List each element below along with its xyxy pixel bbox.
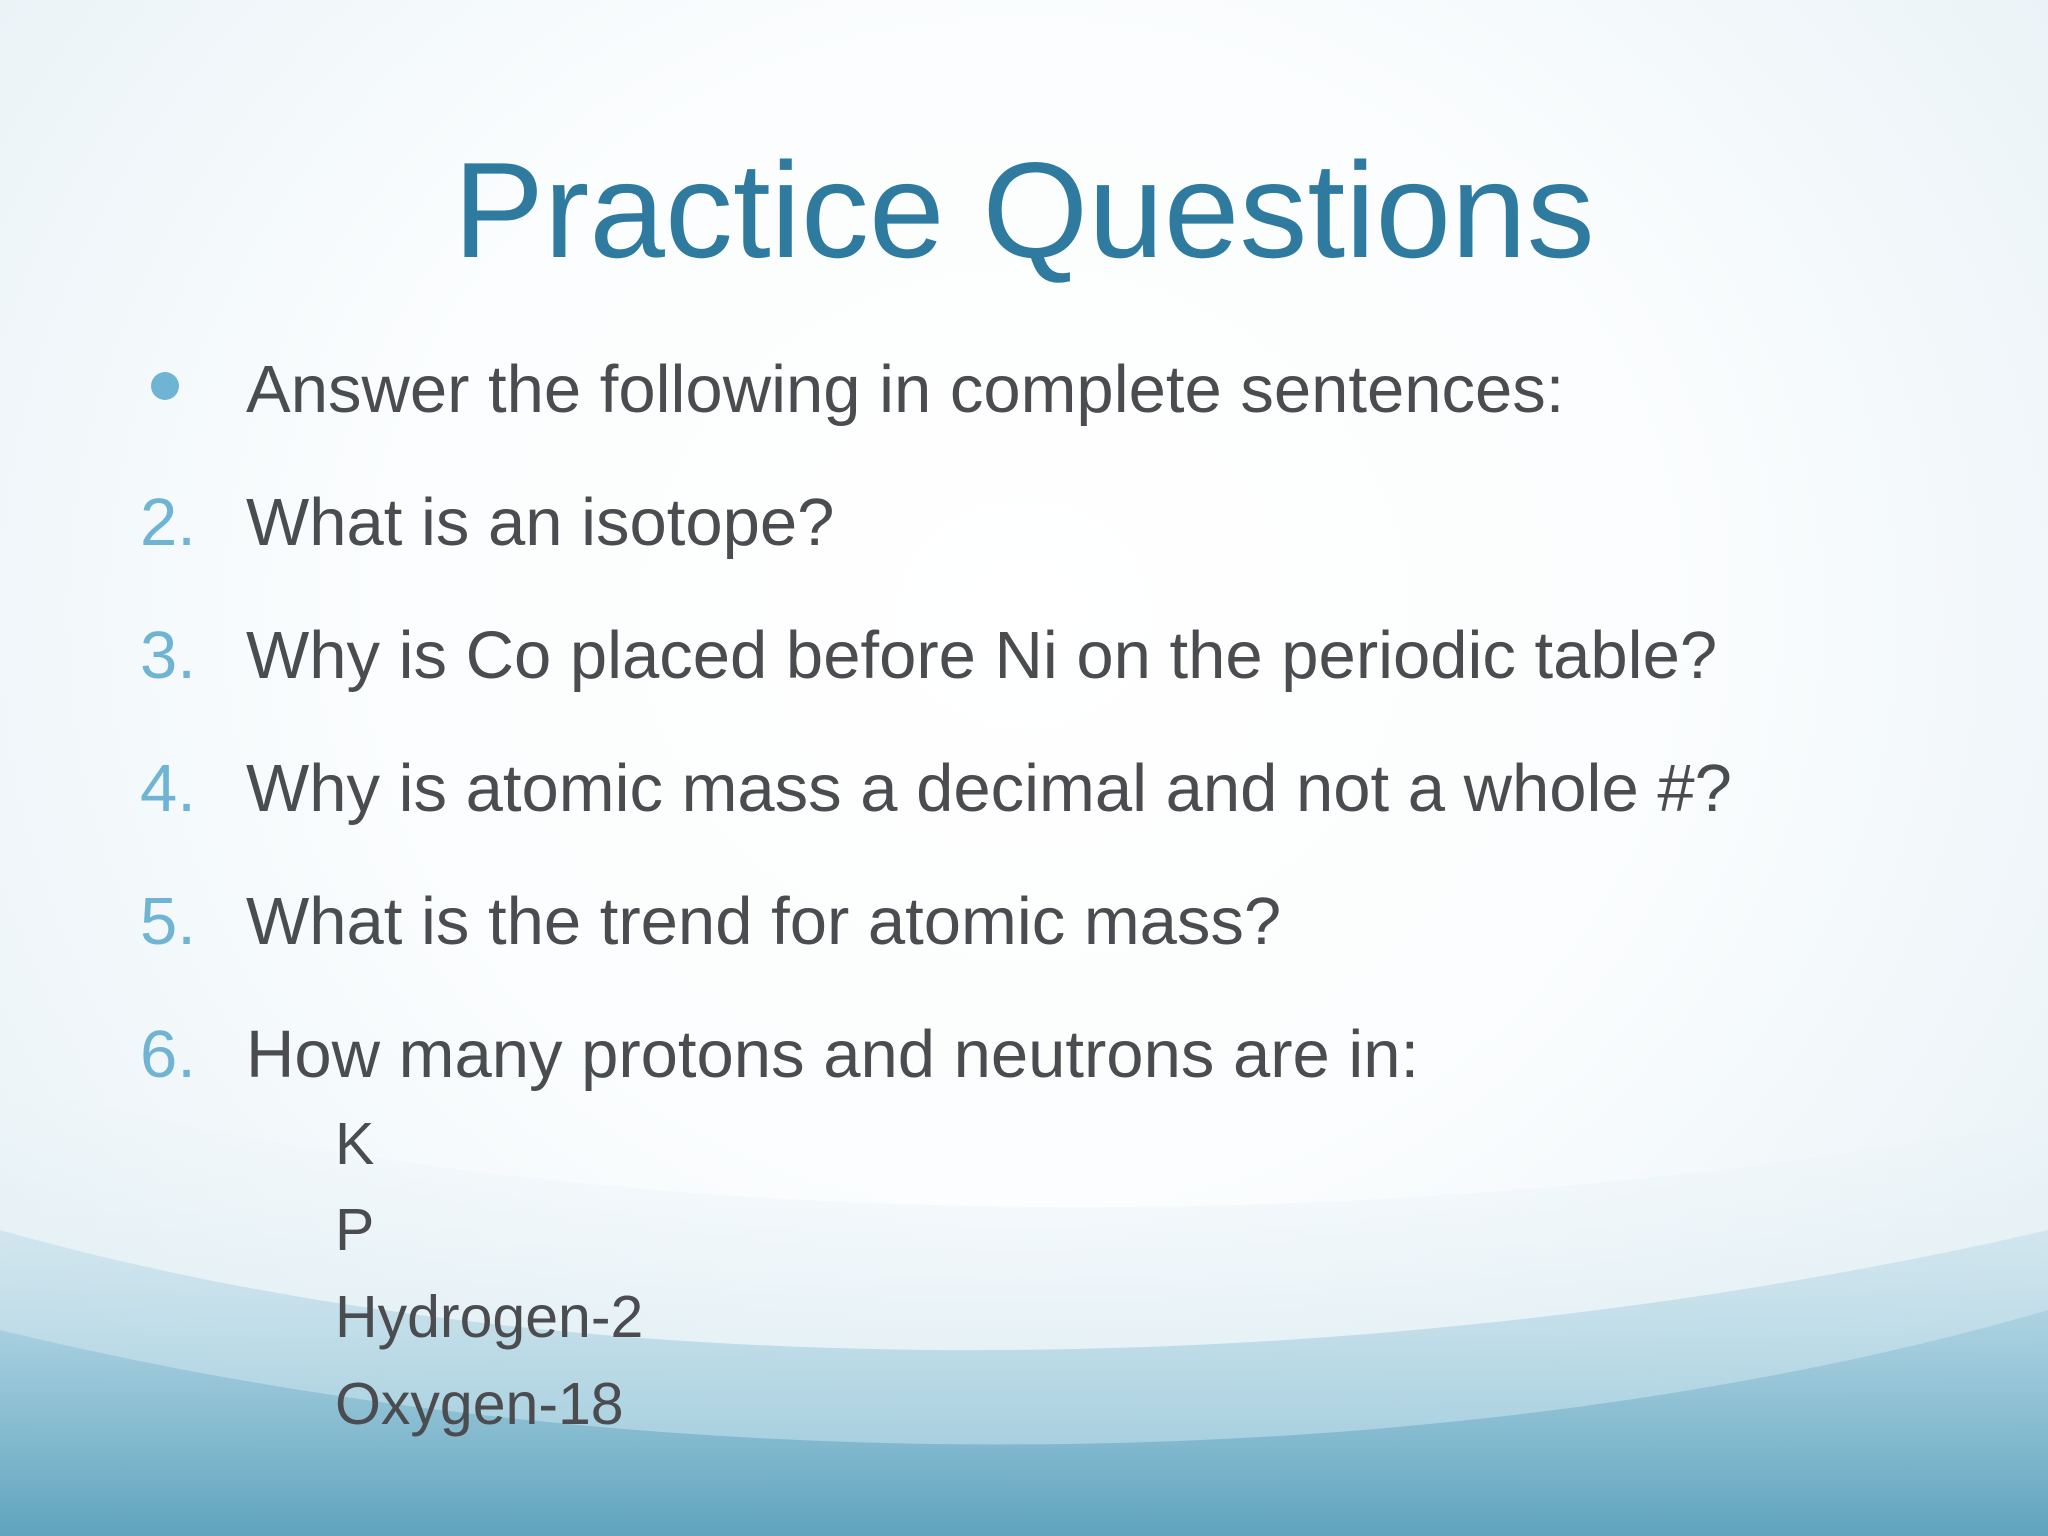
sub-list-item: Oxygen-18 (335, 1371, 624, 1437)
list-item-intro (0, 345, 2048, 435)
list-number: 2. (140, 485, 196, 560)
list-number: 3. (140, 618, 196, 693)
sub-list-item: K (335, 1111, 375, 1177)
list-item-text: Why is Co placed before Ni on the periodic table? (246, 618, 1718, 693)
list-item-text: What is an isotope? (246, 485, 835, 560)
list-item-question-5 (0, 877, 2048, 967)
list-item-question-4 (0, 744, 2048, 834)
list-item-question-2 (0, 478, 2048, 568)
list-item-text: Answer the following in complete sentences: (246, 352, 1565, 427)
list-number: 6. (140, 1017, 196, 1092)
sub-list-item: Hydrogen-2 (335, 1284, 644, 1350)
list-item-text: Why is atomic mass a decimal and not a whole #? (246, 751, 1732, 826)
slide-title: Practice Questions (453, 134, 1595, 286)
list-item-question-3 (0, 611, 2048, 701)
list-item-question-6 (0, 1010, 2048, 1100)
list-item-text: What is the trend for atomic mass? (246, 884, 1282, 959)
list-item-text: How many protons and neutrons are in: (246, 1017, 1420, 1092)
sub-list-item: P (335, 1197, 375, 1263)
list-number: 5. (140, 884, 196, 959)
list-number: 4. (140, 751, 196, 826)
